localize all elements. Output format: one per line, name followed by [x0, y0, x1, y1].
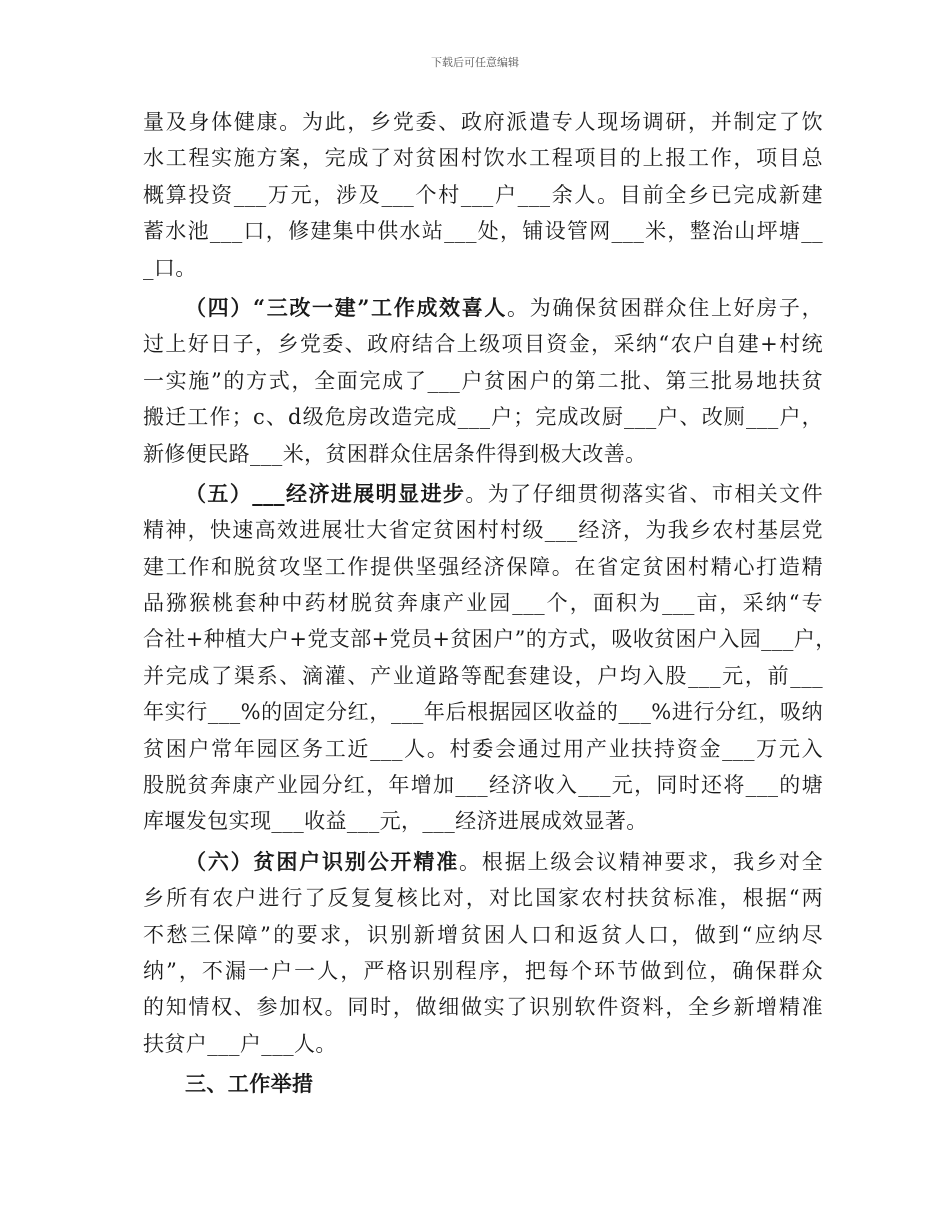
- text-line: 贫困户常年园区务工近___人。村委会通过用产业扶持资金___万元入: [143, 736, 823, 761]
- text-line: 股脱贫奔康产业园分红，年增加___经济收入___元，同时还将___的塘: [143, 773, 823, 798]
- text-span: 。为确保贫困群众住上好房子，: [507, 295, 823, 320]
- paragraph-economy: [143, 476, 837, 840]
- section-heading: [143, 1066, 823, 1102]
- text-line: 品猕猴桃套种中药材脱贫奔康产业园___个，面积为___亩，采纳“专: [143, 591, 823, 616]
- text-line: 精神，快速高效进展壮大省定贫困村村级___经济，为我乡农村基层党: [143, 518, 823, 543]
- paragraph-identification: [143, 844, 823, 1062]
- text-line: 新修便民路___米，贫困群众住居条件得到极大改善。: [143, 441, 647, 466]
- text-line: 概算投资___万元，涉及___个村___户___余人。目前全乡已完成新建: [143, 182, 823, 207]
- paragraph-heading: （四）“三改一建”工作成效喜人: [185, 294, 508, 320]
- paragraph-housing: [143, 290, 823, 472]
- text-span: 。为了仔细贯彻落实省、市相关文件: [465, 481, 823, 506]
- text-span: 。根据上级会议精神要求，我乡对全: [459, 849, 823, 874]
- text-line: 不愁三保障”的要求，识别新增贫困人口和返贫人口，做到“应纳尽: [143, 922, 823, 947]
- section-heading-text: 三、工作举措: [185, 1071, 314, 1097]
- text-line: [143, 476, 823, 512]
- text-line: 年实行___%的固定分红，___年后根据园区收益的___%进行分红，吸纳: [143, 700, 823, 725]
- text-line: 一实施”的方式，全面完成了___户贫困户的第二批、第三批易地扶贫: [143, 368, 823, 393]
- document-body: [143, 104, 837, 1103]
- text-line: 乡所有农户进行了反复复核比对，对比国家农村扶贫标准，根据“两: [143, 886, 823, 911]
- text-line: 库堰发包实现___收益___元，___经济进展成效显著。: [143, 809, 648, 834]
- text-line: 蓄水池___口，修建集中供水站___处，铺设管网___米，整治山坪塘__: [143, 219, 823, 244]
- paragraph-heading: （六）贫困户识别公开精准: [185, 848, 460, 874]
- text-line: 纳”，不漏一户一人，严格识别程序，把每个环节做到位，确保群众: [143, 958, 823, 983]
- text-line: 水工程实施方案，完成了对贫困村饮水工程项目的上报工作，项目总: [143, 146, 823, 171]
- text-line: 量及身体健康。为此，乡党委、政府派遣专人现场调研，并制定了饮: [143, 110, 823, 134]
- text-line: [143, 844, 823, 880]
- text-line: 建工作和脱贫攻坚工作提供坚强经济保障。在省定贫困村精心打造精: [143, 554, 823, 579]
- text-line: _口。: [143, 255, 197, 280]
- text-line: [143, 290, 823, 326]
- text-line: 并完成了渠系、滴灌、产业道路等配套建设，户均入股___元，前___: [143, 663, 823, 688]
- text-line: 合社+种植大户+党支部+党员+贫困户”的方式，吸收贫困户入园___户，: [143, 627, 837, 652]
- text-line: 扶贫户___户___人。: [143, 1031, 337, 1056]
- text-line: 搬迁工作；c、d级危房改造完成___户；完成改厨___户、改厕___户，: [143, 405, 823, 430]
- text-line: 过上好日子，乡党委、政府结合上级项目资金，采纳“农户自建+村统: [143, 332, 823, 357]
- paragraph-water-project: [143, 104, 823, 286]
- page-header: 下载后可任意编辑: [431, 56, 519, 69]
- paragraph-heading: （五）___经济进展明显进步: [185, 480, 466, 506]
- text-line: 的知情权、参加权。同时，做细做实了识别软件资料，全乡新增精准: [143, 995, 823, 1020]
